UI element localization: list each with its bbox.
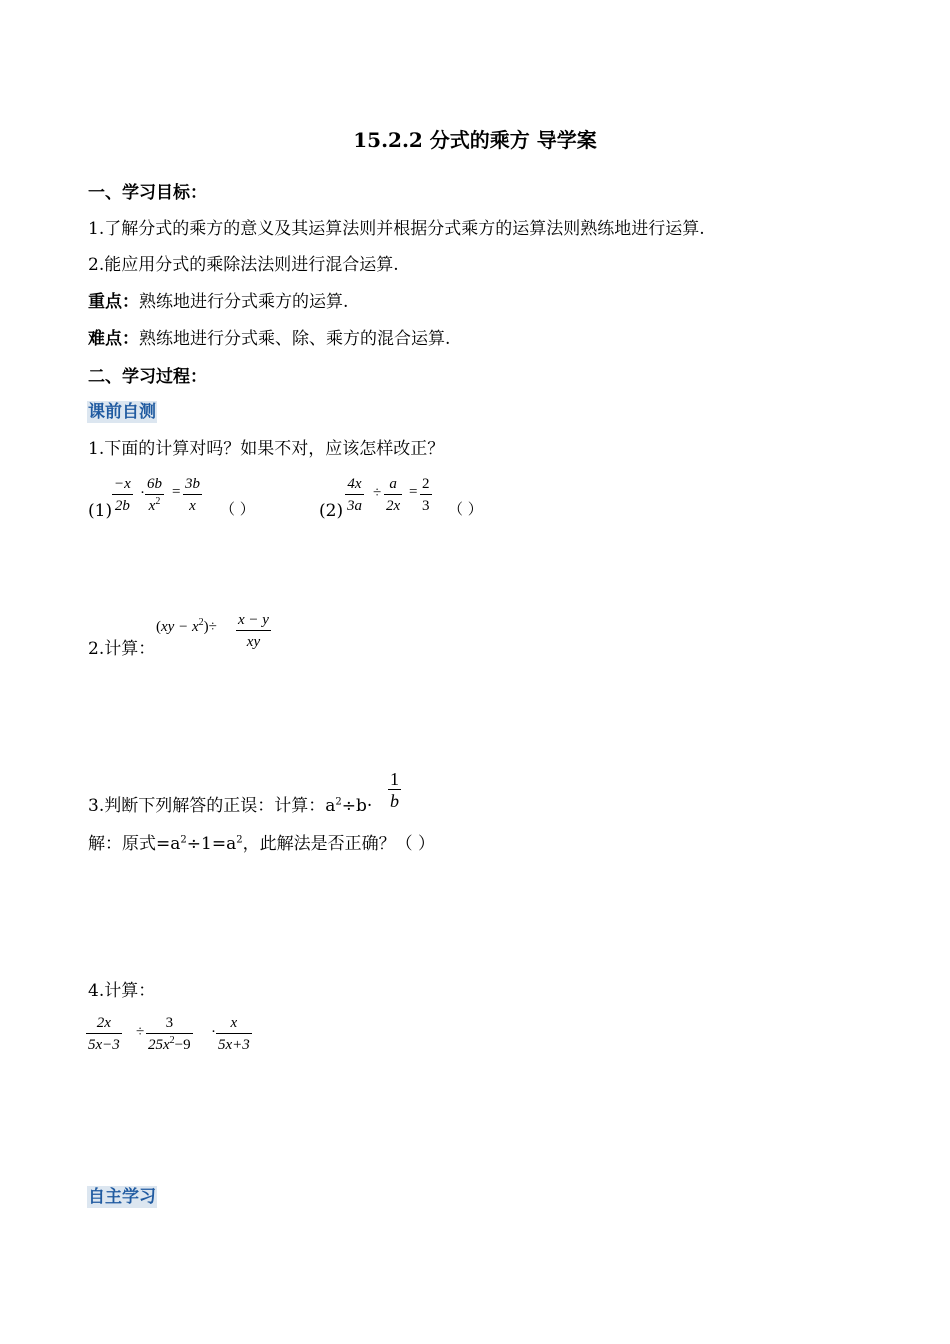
section1-heading: 一、学习目标： [88, 183, 207, 203]
q4-fraction-1: $\frac{2x}{5x-3}$ [88, 1015, 120, 1053]
section2-heading: 二、学习过程： [88, 367, 207, 387]
q4-fraction-2: $\frac{3}{25x^2-9}$ [148, 1015, 191, 1053]
question-3: 3.判断下列解答的正误：计算：$a^2\div b\cdot$ [88, 796, 373, 816]
q1-part2-label: (2) [319, 501, 344, 521]
dot-operator: · [211, 1024, 216, 1040]
q2-lhs: $(xy - x^2)\div$ [156, 617, 217, 635]
q1-p1-fraction-3: $\frac{3b}{x}$ [185, 476, 200, 514]
self-study-label: 自主学习 [88, 1187, 156, 1207]
equals-operator: = [172, 484, 181, 500]
question-4: 4.计算： [88, 981, 156, 1001]
key-point [88, 294, 348, 311]
q4-fraction-3: $\frac{x}{5x+3}$ [218, 1015, 250, 1053]
page-title: 15.2.2 分式的乘方 导学案 [353, 128, 597, 152]
q1-p1-answer-paren: （ ） [220, 500, 255, 518]
q3-fraction: $\frac{1}{b}$ [390, 769, 399, 811]
q1-p2-answer-paren: （ ） [448, 500, 483, 518]
dot-operator: · [140, 485, 145, 501]
pretest-label: 课前自测 [88, 402, 156, 422]
key-label: 重点： [88, 292, 139, 312]
q1-part1-label: (1) [88, 501, 113, 521]
q3-solution: 解：原式$=a^2\div 1=a^2$，此解法是否正确？（ ） [88, 834, 435, 854]
divide-operator: ÷ [136, 1024, 145, 1040]
goal-1: 1.了解分式的乘方的意义及其运算法则并根据分式乘方的运算法则熟练地进行运算. [88, 219, 705, 239]
difficulty-text: 熟练地进行分式乘、除、乘方的混合运算. [139, 329, 451, 349]
difficulty-label: 难点： [88, 329, 139, 349]
equals-operator: = [409, 484, 418, 500]
q1-p2-fraction-3: $\frac{2}{3}$ [422, 476, 430, 514]
goal-2: 2.能应用分式的乘除法法则进行混合运算. [88, 255, 399, 275]
q1-p2-fraction-1: $\frac{4x}{3a}$ [347, 476, 362, 514]
key-text: 熟练地进行分式乘方的运算. [139, 292, 349, 312]
question-1: 1.下面的计算对吗？如果不对，应该怎样改正？ [88, 439, 445, 459]
difficulty-point [88, 331, 450, 348]
q2-fraction: $\frac{x - y}{xy}$ [238, 612, 269, 650]
q1-p2-fraction-2: $\frac{a}{2x}$ [386, 476, 401, 514]
q1-p1-fraction-1: $\frac{-x}{2b}$ [114, 476, 131, 514]
q1-p1-fraction-2: $\frac{6b}{x^2}$ [147, 476, 162, 514]
question-2: 2.计算： [88, 639, 156, 659]
divide-operator: ÷ [373, 485, 382, 501]
